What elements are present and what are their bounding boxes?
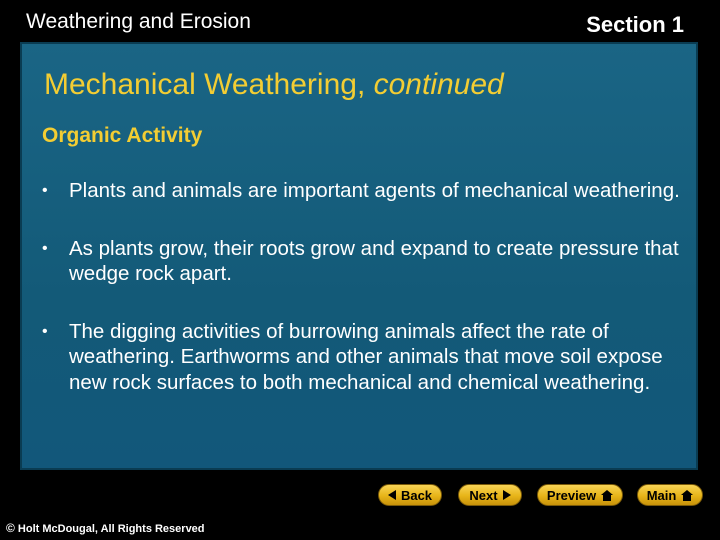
back-button-label: Back: [400, 487, 433, 503]
preview-button[interactable]: [537, 484, 623, 506]
slide-title-continued: continued: [373, 68, 504, 101]
home-icon: [681, 490, 693, 501]
bullet-item: [40, 236, 690, 287]
top-bar: [0, 0, 720, 44]
bullet-dot: •: [42, 182, 48, 199]
bullet-dot: •: [42, 239, 48, 257]
next-button[interactable]: [458, 484, 522, 506]
bullet-text: Plants and animals are important agents of mechanical weathering.: [69, 179, 680, 202]
bullet-list: [40, 178, 690, 427]
home-icon: [601, 490, 613, 501]
main-button[interactable]: [637, 484, 703, 506]
slide-title-main: Mechanical Weathering,: [44, 68, 374, 101]
main-button-label: Main: [646, 487, 677, 503]
footer: [0, 514, 720, 540]
copyright-symbol: ©: [6, 521, 15, 535]
next-button-label: Next: [469, 487, 498, 503]
subheading: Organic Activity: [42, 124, 203, 147]
back-button[interactable]: [378, 484, 442, 506]
slide-content-panel: [20, 42, 698, 470]
bullet-item: [40, 178, 690, 204]
section-label: Section 1: [586, 12, 684, 37]
preview-button-label: Preview: [546, 487, 597, 503]
bullet-text: The digging activities of burrowing animals affect the rate of weathering. Earthworms and other animals that move soil expose new rock surfaces to both mechanical and chemical weathering.: [69, 319, 663, 394]
bullet-dot: •: [42, 322, 48, 340]
arrow-left-icon: [388, 490, 396, 500]
bullet-text: As plants grow, their roots grow and expand to create pressure that wedge rock apart.: [69, 236, 679, 285]
copyright-text: Holt McDougal, All Rights Reserved: [14, 523, 205, 535]
bullet-item: [40, 319, 690, 396]
copyright: [6, 521, 205, 535]
slide-title: [44, 68, 504, 102]
chapter-title: Weathering and Erosion: [26, 10, 251, 33]
arrow-right-icon: [503, 490, 511, 500]
